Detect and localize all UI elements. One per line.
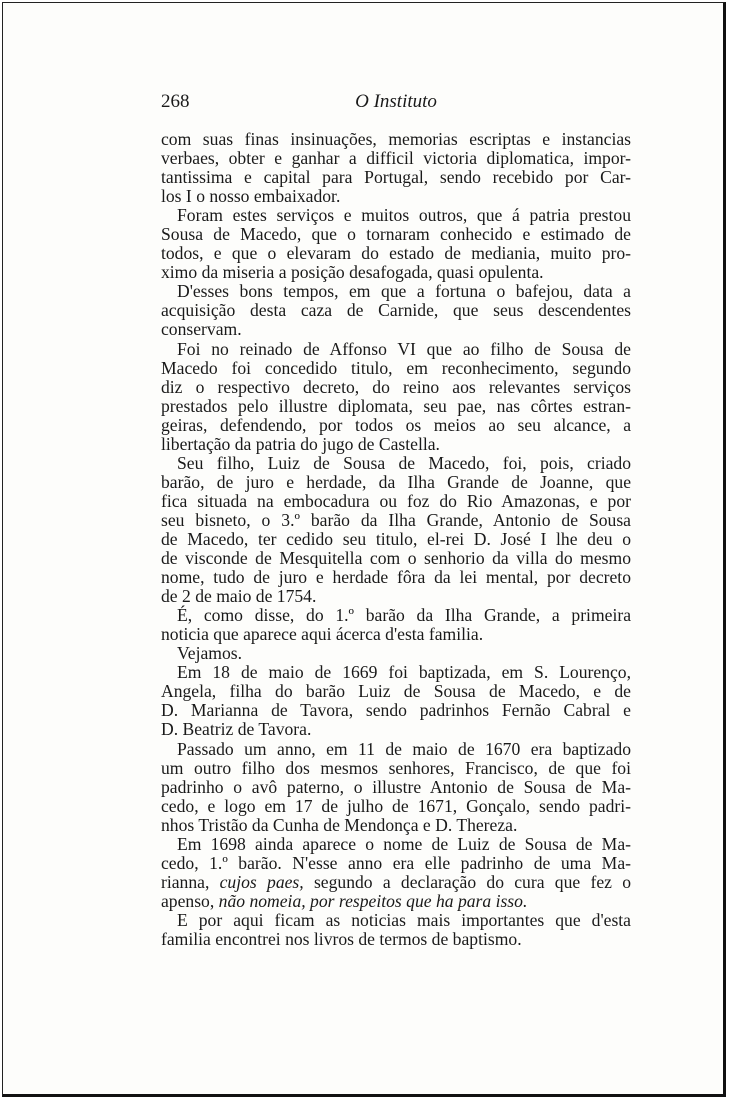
text-run: rianna,	[161, 871, 220, 892]
text-line: barão, de juro e herdade, da Ilha Grande de Joanne, que	[161, 471, 631, 492]
italic-run: cujos paes,	[219, 871, 304, 892]
text-line: familia encontrei nos livros de termos de baptismo.	[161, 928, 522, 949]
page-number: 268	[161, 91, 190, 112]
text-line: D. Marianna de Tavora, sendo padrinhos Fernão Cabral e	[161, 700, 631, 721]
text-line: padrinho o avô paterno, o illustre Antonio de Sousa de Ma-	[161, 776, 631, 797]
text-line: D. Beatriz de Tavora.	[161, 719, 312, 740]
running-title: O Instituto	[355, 91, 437, 112]
text-run: apenso,	[161, 890, 219, 911]
text-line: Passado um anno, em 11 de maio de 1670 era baptizado	[177, 738, 631, 759]
text-line: prestados pelo illustre diplomata, seu pae, nas côrtes estran-	[161, 395, 631, 416]
text-line: tantissima e capital para Portugal, sendo recebido por Car-	[161, 167, 631, 188]
text-line: de 2 de maio de 1754.	[161, 586, 317, 607]
text-line	[161, 892, 631, 911]
book-page	[2, 2, 726, 1097]
text-line: nome, tudo de juro e herdade fôra da lei mental, por decreto	[161, 567, 631, 588]
text-line: Vejamos.	[177, 643, 242, 664]
text-line: acquisição desta caza de Carnide, que seus descendentes	[161, 300, 631, 321]
text-line: Angela, filha do barão Luiz de Sousa de Macedo, e de	[161, 681, 631, 702]
text-line: cedo, 1.º barão. N'esse anno era elle padrinho de uma Ma-	[161, 852, 631, 873]
text-line: um outro filho dos mesmos senhores, Francisco, de que foi	[161, 757, 631, 778]
text-line	[161, 873, 631, 892]
text-line: los I o nosso embaixador.	[161, 186, 341, 207]
text-line: Em 18 de maio de 1669 foi baptizada, em S. Lourenço,	[177, 662, 631, 683]
text-line: Sousa de Macedo, que o tornaram conhecido e estimado de	[161, 224, 631, 245]
text-line: Foi no reinado de Affonso VI que ao filho de Sousa de	[177, 338, 631, 359]
text-line: conservam.	[161, 319, 242, 340]
text-line: Seu filho, Luiz de Sousa de Macedo, foi, pois, criado	[177, 452, 631, 473]
body-text	[161, 130, 631, 949]
text-line: noticia que aparece aqui ácerca d'esta familia.	[161, 624, 484, 645]
text-line: Macedo foi concedido titulo, em reconhecimento, segundo	[161, 357, 631, 378]
text-line: de visconde de Mesquitella com o senhorio da villa do mesmo	[161, 548, 631, 569]
text-line: de Macedo, ter cedido seu titulo, el-rei D. José I lhe deu o	[161, 528, 631, 549]
text-line: Em 1698 ainda aparece o nome de Luiz de Sousa de Ma-	[177, 833, 631, 854]
text-line: fica situada na embocadura ou foz do Rio Amazonas, e por	[161, 490, 631, 511]
text-line: Foram estes serviços e muitos outros, que á patria prestou	[177, 205, 631, 226]
page-header	[161, 91, 631, 117]
text-line: seu bisneto, o 3.º barão da Ilha Grande, Antonio de Sousa	[161, 509, 631, 530]
text-line: D'esses bons tempos, em que a fortuna o bafejou, data a	[177, 281, 631, 302]
text-line: verbaes, obter e ganhar a difficil victoria diplomatica, impor-	[161, 148, 631, 169]
text-line: geiras, defendendo, por todos os meios ao seu alcance, a	[161, 414, 631, 435]
text-line: diz o respectivo decreto, do reino aos relevantes serviços	[161, 376, 631, 397]
text-run: segundo a declaração do cura que fez o	[303, 871, 631, 892]
text-line: ximo da miseria a posição desafogada, quasi opulenta.	[161, 262, 544, 283]
text-line: E por aqui ficam as noticias mais importantes que d'esta	[177, 909, 631, 930]
text-line: nhos Tristão da Cunha de Mendonça e D. Thereza.	[161, 814, 518, 835]
text-line: cedo, e logo em 17 de julho de 1671, Gonçalo, sendo padri-	[161, 795, 631, 816]
text-line: É, como disse, do 1.º barão da Ilha Grande, a primeira	[177, 605, 631, 626]
italic-run: não nomeia, por respeitos que ha para isso.	[218, 890, 528, 911]
text-line: libertação da patria do jugo de Castella.	[161, 433, 440, 454]
text-line: com suas finas insinuações, memorias escriptas e instancias	[161, 129, 631, 149]
text-line: todos, e que o elevaram do estado de mediania, muito pro-	[161, 243, 631, 264]
